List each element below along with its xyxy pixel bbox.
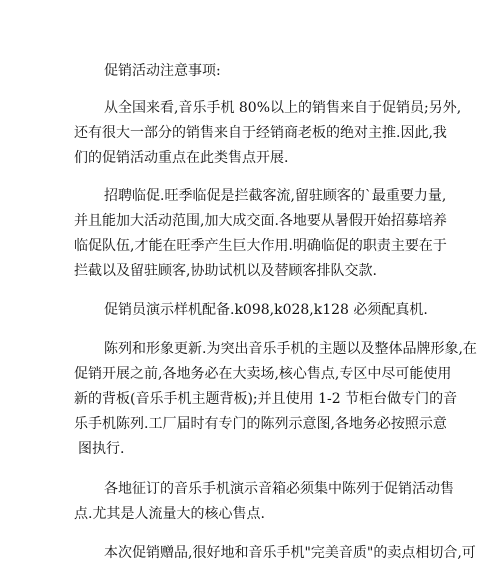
paragraph-line: 促销开展之前,各地务必在大卖场,核心售点,专区中尽可能使用 bbox=[74, 366, 452, 382]
paragraph-recruit-promoters bbox=[74, 184, 454, 284]
paragraph-line: 从全国来看,音乐手机 80%以上的销售来自于促销员;另外, bbox=[104, 100, 462, 116]
paragraph-sales-source bbox=[74, 96, 462, 171]
paragraph-demo-speakers bbox=[74, 477, 454, 527]
paragraph-line: 招聘临促.旺季临促是拦截客流,留驻顾客的`最重要力量, bbox=[104, 188, 447, 204]
paragraph-line: 新的背板(音乐手机主题背板);并且使用 1-2 节柜台做专门的音 bbox=[74, 391, 458, 407]
paragraph-display-update bbox=[74, 337, 477, 462]
document-title: 促销活动注意事项: bbox=[104, 63, 221, 79]
paragraph-line: 并且能加大活动范围,加大成交面.各地要从暑假开始招募培养 bbox=[74, 213, 447, 229]
paragraph-line: 各地征订的音乐手机演示音箱必须集中陈列于促销活动售 bbox=[104, 481, 454, 497]
paragraph-line: 拦截以及留驻顾客,协助试机以及替顾客排队交款. bbox=[74, 263, 377, 279]
paragraph-line: 们的促销活动重点在此类售点开展. bbox=[74, 150, 289, 166]
paragraph-line: 图执行. bbox=[78, 441, 125, 457]
paragraph-demo-phones bbox=[74, 298, 454, 323]
paragraph-gifts bbox=[74, 541, 476, 566]
paragraph-line: 临促队伍,才能在旺季产生巨大作用.明确临促的职责主要在于 bbox=[74, 238, 447, 254]
paragraph-line: 还有很大一部分的销售来自于经销商老板的绝对主推.因此,我 bbox=[74, 125, 447, 141]
paragraph-line: 点.尤其是人流量大的核心售点. bbox=[74, 506, 265, 522]
paragraph-line: 促销员演示样机配备.k098,k028,k128 必须配真机. bbox=[104, 302, 428, 318]
paragraph-line: 本次促销赠品,很好地和音乐手机"完美音质"的卖点相切合,可 bbox=[104, 545, 476, 561]
paragraph-line: 乐手机陈列.工厂届时有专门的陈列示意图,各地务必按照示意 bbox=[74, 416, 447, 432]
paragraph-line: 陈列和形象更新.为突出音乐手机的主题以及整体品牌形象,在 bbox=[104, 341, 477, 357]
